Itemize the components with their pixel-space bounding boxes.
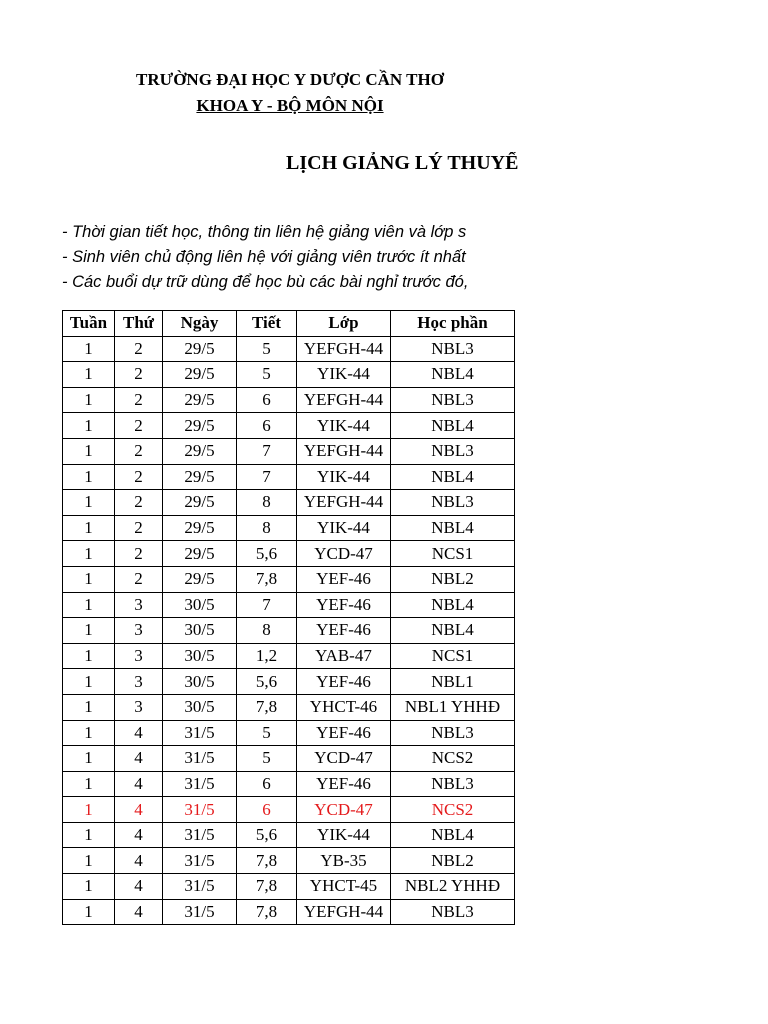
cell-period: 6 bbox=[237, 797, 297, 823]
cell-period: 7 bbox=[237, 464, 297, 490]
cell-week: 1 bbox=[63, 848, 115, 874]
cell-week: 1 bbox=[63, 822, 115, 848]
cell-class: YHCT-45 bbox=[297, 874, 391, 900]
cell-module: NBL4 bbox=[391, 515, 515, 541]
cell-week: 1 bbox=[63, 464, 115, 490]
cell-week: 1 bbox=[63, 797, 115, 823]
notes-block bbox=[62, 220, 518, 295]
cell-week: 1 bbox=[63, 643, 115, 669]
cell-week: 1 bbox=[63, 515, 115, 541]
cell-weekday: 2 bbox=[115, 362, 163, 388]
cell-period: 1,2 bbox=[237, 643, 297, 669]
cell-period: 7,8 bbox=[237, 848, 297, 874]
cell-period: 6 bbox=[237, 387, 297, 413]
table-row bbox=[63, 566, 515, 592]
schedule-table bbox=[62, 310, 515, 925]
cell-date: 29/5 bbox=[163, 438, 237, 464]
cell-date: 29/5 bbox=[163, 490, 237, 516]
cell-weekday: 4 bbox=[115, 720, 163, 746]
cell-class: YIK-44 bbox=[297, 362, 391, 388]
cell-period: 6 bbox=[237, 413, 297, 439]
column-header-weekday: Thứ bbox=[115, 311, 163, 337]
cell-date: 30/5 bbox=[163, 592, 237, 618]
cell-period: 7 bbox=[237, 592, 297, 618]
note-line: - Thời gian tiết học, thông tin liên hệ giảng viên và lớp s bbox=[62, 223, 467, 241]
table-row bbox=[63, 515, 515, 541]
cell-date: 31/5 bbox=[163, 822, 237, 848]
table-row bbox=[63, 746, 515, 772]
cell-module: NBL3 bbox=[391, 899, 515, 925]
cell-date: 29/5 bbox=[163, 387, 237, 413]
cell-class: YAB-47 bbox=[297, 643, 391, 669]
table-row bbox=[63, 771, 515, 797]
cell-module: NBL4 bbox=[391, 413, 515, 439]
cell-module: NBL3 bbox=[391, 771, 515, 797]
cell-period: 5 bbox=[237, 362, 297, 388]
cell-class: YIK-44 bbox=[297, 464, 391, 490]
cell-date: 29/5 bbox=[163, 541, 237, 567]
cell-date: 31/5 bbox=[163, 771, 237, 797]
column-header-date: Ngày bbox=[163, 311, 237, 337]
cell-class: YCD-47 bbox=[297, 797, 391, 823]
cell-period: 5,6 bbox=[237, 541, 297, 567]
cell-class: YEFGH-44 bbox=[297, 438, 391, 464]
cell-weekday: 4 bbox=[115, 771, 163, 797]
cell-module: NBL2 YHHĐ bbox=[391, 874, 515, 900]
cell-module: NCS1 bbox=[391, 643, 515, 669]
cell-week: 1 bbox=[63, 541, 115, 567]
cell-period: 6 bbox=[237, 771, 297, 797]
cell-period: 8 bbox=[237, 618, 297, 644]
table-row bbox=[63, 694, 515, 720]
cell-date: 29/5 bbox=[163, 464, 237, 490]
cell-period: 7,8 bbox=[237, 694, 297, 720]
department-name: KHOA Y - BỘ MÔN NỘI bbox=[196, 96, 384, 115]
column-header-module: Học phần bbox=[391, 311, 515, 337]
table-row bbox=[63, 438, 515, 464]
cell-weekday: 3 bbox=[115, 669, 163, 695]
table-row bbox=[63, 413, 515, 439]
cell-date: 30/5 bbox=[163, 669, 237, 695]
cell-weekday: 4 bbox=[115, 822, 163, 848]
cell-class: YEF-46 bbox=[297, 566, 391, 592]
table-row bbox=[63, 464, 515, 490]
cell-date: 29/5 bbox=[163, 336, 237, 362]
cell-class: YEF-46 bbox=[297, 618, 391, 644]
cell-class: YIK-44 bbox=[297, 515, 391, 541]
cell-class: YCD-47 bbox=[297, 746, 391, 772]
cell-class: YEF-46 bbox=[297, 592, 391, 618]
cell-class: YCD-47 bbox=[297, 541, 391, 567]
column-header-week: Tuần bbox=[63, 311, 115, 337]
cell-weekday: 4 bbox=[115, 874, 163, 900]
cell-class: YHCT-46 bbox=[297, 694, 391, 720]
table-row bbox=[63, 643, 515, 669]
cell-date: 31/5 bbox=[163, 720, 237, 746]
table-row bbox=[63, 387, 515, 413]
cell-class: YEFGH-44 bbox=[297, 899, 391, 925]
cell-module: NBL4 bbox=[391, 592, 515, 618]
cell-module: NBL2 bbox=[391, 848, 515, 874]
cell-weekday: 2 bbox=[115, 490, 163, 516]
cell-week: 1 bbox=[63, 592, 115, 618]
table-header-row bbox=[63, 311, 515, 337]
cell-class: YEFGH-44 bbox=[297, 387, 391, 413]
cell-period: 7,8 bbox=[237, 874, 297, 900]
cell-period: 7,8 bbox=[237, 566, 297, 592]
cell-week: 1 bbox=[63, 438, 115, 464]
cell-week: 1 bbox=[63, 720, 115, 746]
cell-period: 7,8 bbox=[237, 899, 297, 925]
cell-class: YIK-44 bbox=[297, 822, 391, 848]
cell-module: NBL4 bbox=[391, 822, 515, 848]
cell-date: 30/5 bbox=[163, 618, 237, 644]
cell-week: 1 bbox=[63, 336, 115, 362]
cell-weekday: 3 bbox=[115, 592, 163, 618]
cell-weekday: 2 bbox=[115, 336, 163, 362]
cell-period: 5,6 bbox=[237, 822, 297, 848]
note-line: - Sinh viên chủ động liên hệ với giảng viên trước ít nhất bbox=[62, 248, 466, 266]
cell-week: 1 bbox=[63, 669, 115, 695]
column-header-class: Lớp bbox=[297, 311, 391, 337]
cell-module: NBL4 bbox=[391, 618, 515, 644]
cell-date: 31/5 bbox=[163, 899, 237, 925]
cell-week: 1 bbox=[63, 618, 115, 644]
cell-weekday: 2 bbox=[115, 515, 163, 541]
cell-class: YEF-46 bbox=[297, 720, 391, 746]
cell-module: NBL3 bbox=[391, 438, 515, 464]
cell-module: NBL3 bbox=[391, 387, 515, 413]
cell-date: 30/5 bbox=[163, 643, 237, 669]
cell-module: NBL2 bbox=[391, 566, 515, 592]
cell-week: 1 bbox=[63, 566, 115, 592]
cell-date: 29/5 bbox=[163, 566, 237, 592]
cell-week: 1 bbox=[63, 694, 115, 720]
cell-class: YEFGH-44 bbox=[297, 490, 391, 516]
cell-class: YEF-46 bbox=[297, 669, 391, 695]
cell-period: 8 bbox=[237, 490, 297, 516]
school-name: TRƯỜNG ĐẠI HỌC Y DƯỢC CẦN THƠ bbox=[136, 70, 444, 89]
table-row bbox=[63, 362, 515, 388]
cell-date: 29/5 bbox=[163, 362, 237, 388]
cell-week: 1 bbox=[63, 746, 115, 772]
cell-date: 31/5 bbox=[163, 797, 237, 823]
schedule-table-body bbox=[63, 336, 515, 925]
cell-week: 1 bbox=[63, 362, 115, 388]
table-row bbox=[63, 899, 515, 925]
cell-weekday: 4 bbox=[115, 899, 163, 925]
cell-weekday: 4 bbox=[115, 797, 163, 823]
cell-weekday: 2 bbox=[115, 464, 163, 490]
cell-weekday: 4 bbox=[115, 848, 163, 874]
cell-module: NBL3 bbox=[391, 720, 515, 746]
cell-class: YEFGH-44 bbox=[297, 336, 391, 362]
cell-weekday: 4 bbox=[115, 746, 163, 772]
table-row bbox=[63, 720, 515, 746]
cell-weekday: 2 bbox=[115, 413, 163, 439]
cell-date: 31/5 bbox=[163, 874, 237, 900]
cell-module: NBL1 bbox=[391, 669, 515, 695]
cell-module: NCS2 bbox=[391, 797, 515, 823]
cell-weekday: 3 bbox=[115, 694, 163, 720]
table-row bbox=[63, 848, 515, 874]
cell-weekday: 2 bbox=[115, 566, 163, 592]
cell-period: 7 bbox=[237, 438, 297, 464]
cell-module: NBL4 bbox=[391, 464, 515, 490]
table-row bbox=[63, 490, 515, 516]
table-row bbox=[63, 669, 515, 695]
cell-weekday: 2 bbox=[115, 387, 163, 413]
cell-period: 5 bbox=[237, 720, 297, 746]
cell-date: 29/5 bbox=[163, 413, 237, 439]
cell-module: NBL1 YHHĐ bbox=[391, 694, 515, 720]
cell-module: NBL3 bbox=[391, 490, 515, 516]
cell-period: 5 bbox=[237, 746, 297, 772]
page-title: LỊCH GIẢNG LÝ THUYẾ bbox=[286, 152, 518, 174]
cell-module: NCS2 bbox=[391, 746, 515, 772]
cell-week: 1 bbox=[63, 771, 115, 797]
cell-week: 1 bbox=[63, 413, 115, 439]
cell-weekday: 2 bbox=[115, 541, 163, 567]
cell-week: 1 bbox=[63, 490, 115, 516]
cell-period: 5 bbox=[237, 336, 297, 362]
table-row bbox=[63, 822, 515, 848]
cell-weekday: 2 bbox=[115, 438, 163, 464]
cell-week: 1 bbox=[63, 387, 115, 413]
cell-period: 8 bbox=[237, 515, 297, 541]
table-row bbox=[63, 874, 515, 900]
cell-weekday: 3 bbox=[115, 618, 163, 644]
cell-class: YIK-44 bbox=[297, 413, 391, 439]
cell-class: YB-35 bbox=[297, 848, 391, 874]
cell-weekday: 3 bbox=[115, 643, 163, 669]
table-row bbox=[63, 541, 515, 567]
cell-period: 5,6 bbox=[237, 669, 297, 695]
cell-date: 31/5 bbox=[163, 848, 237, 874]
column-header-period: Tiết bbox=[237, 311, 297, 337]
cell-module: NCS1 bbox=[391, 541, 515, 567]
table-row bbox=[63, 336, 515, 362]
cell-module: NBL3 bbox=[391, 336, 515, 362]
note-line: - Các buổi dự trữ dùng để học bù các bài nghỉ trước đó, bbox=[62, 273, 469, 291]
cell-date: 29/5 bbox=[163, 515, 237, 541]
cell-week: 1 bbox=[63, 899, 115, 925]
cell-class: YEF-46 bbox=[297, 771, 391, 797]
cell-date: 31/5 bbox=[163, 746, 237, 772]
cell-date: 30/5 bbox=[163, 694, 237, 720]
cell-week: 1 bbox=[63, 874, 115, 900]
table-row bbox=[63, 618, 515, 644]
table-row bbox=[63, 592, 515, 618]
table-row bbox=[63, 797, 515, 823]
cell-module: NBL4 bbox=[391, 362, 515, 388]
